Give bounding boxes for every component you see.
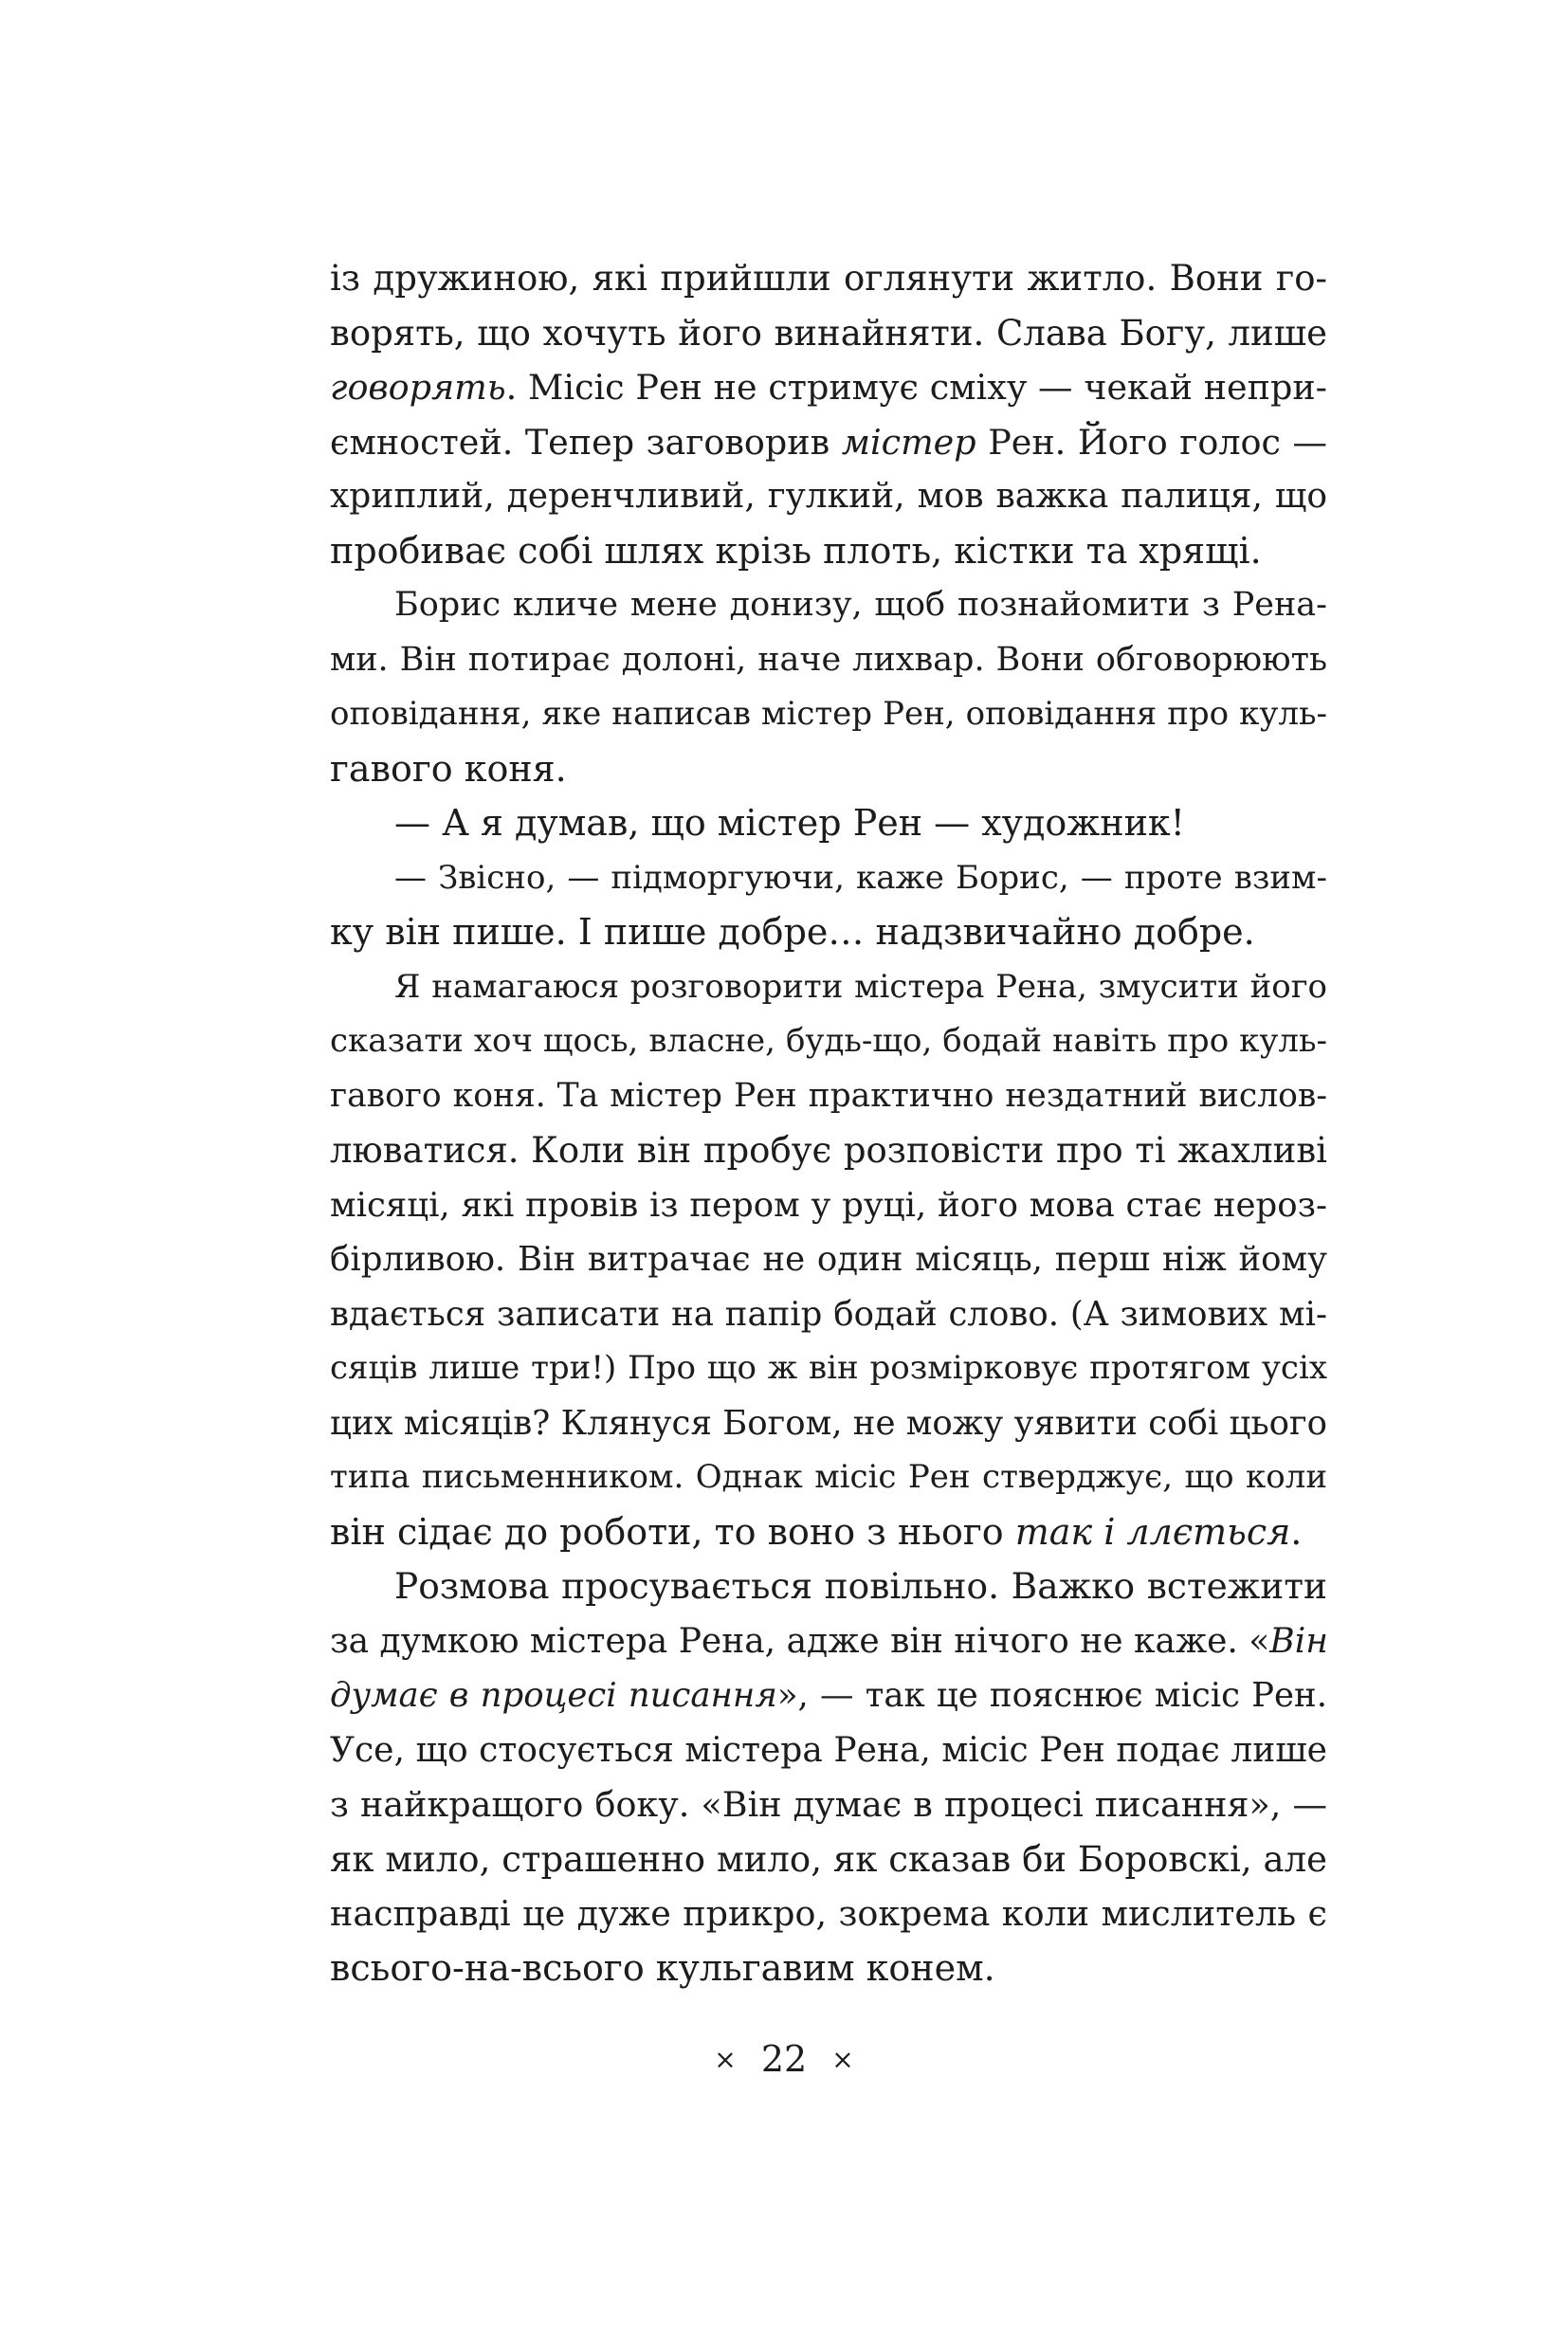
italic-text: Він: [1269, 1621, 1328, 1661]
text-segment: гавого коня.: [330, 747, 567, 790]
italic-text: містер: [841, 421, 976, 463]
italic-text: думає в процесі писання: [330, 1676, 777, 1715]
text-segment: хриплий, деренчливий, гулкий, мов важка палиця, що: [330, 477, 1327, 516]
text-segment: типа письменником. Однак місіс Рен стверджує, що коли: [330, 1458, 1327, 1496]
text-segment: », — так це пояснює місіс Рен.: [776, 1676, 1327, 1715]
text-segment: Усе, що стосується містера Рена, місіс Рен подає лише: [330, 1730, 1327, 1770]
text-segment: люватися. Коли він пробує розповісти про ті жахливі: [330, 1130, 1327, 1171]
text-segment: з найкращого боку. «Він думає в процесі писання», —: [330, 1784, 1327, 1825]
text-line: [330, 1941, 1327, 1996]
text-line: [330, 1559, 1327, 1614]
text-segment: вдається записати на папір бодай слово. (А зимових мі-: [330, 1294, 1327, 1334]
text-line: [330, 960, 1327, 1015]
text-segment: оповідання, яке написав містер Рен, оповідання про куль-: [330, 695, 1327, 733]
text-segment: ворять, що хочуть його винайняти. Слава Богу, лише: [330, 312, 1327, 354]
italic-text: говорять: [330, 367, 506, 408]
text-segment: — А я думав, що містер Рен — художник!: [394, 802, 1185, 844]
text-line: [330, 415, 1327, 470]
text-line: [330, 1396, 1327, 1451]
text-line: [330, 851, 1327, 906]
text-segment: сяців лише три!) Про що ж він розмірковує протягом усіх: [330, 1349, 1327, 1387]
text-segment: із дружиною, які прийшли оглянути житло. Вони го-: [330, 258, 1327, 299]
text-line: [330, 306, 1327, 361]
text-segment: ку він пише. І пише добре… надзвичайно добре.: [330, 911, 1255, 953]
text-segment: місяці, які провів із пером у руці, його мова стає нероз-: [330, 1185, 1327, 1225]
text-line: [330, 251, 1327, 306]
text-line: [330, 1069, 1327, 1124]
text-line: [330, 1450, 1327, 1505]
page-footer: [0, 2038, 1568, 2080]
text-segment: цих місяців? Клянуся Богом, не можу уявити собі цього: [330, 1403, 1327, 1443]
text-line: [330, 1014, 1327, 1069]
text-line: [330, 578, 1327, 633]
text-line: [330, 1668, 1327, 1723]
text-line: [330, 360, 1327, 415]
text-segment: сказати хоч щось, власне, будь-що, бодай навіть про куль-: [330, 1022, 1327, 1060]
text-segment: . Місіс Рен не стримує сміху — чекай непри-: [505, 367, 1327, 408]
text-line: [330, 1777, 1327, 1832]
footer-ornament-left: ×: [714, 2044, 737, 2075]
text-line: [330, 469, 1327, 524]
body-text: [330, 251, 1327, 1995]
text-segment: пробиває собі шлях крізь плоть, кістки та хрящі.: [330, 529, 1262, 572]
footer-ornament-right: ×: [831, 2044, 854, 2075]
text-line: [330, 1341, 1327, 1396]
text-segment: бірливою. Він витрачає не один місяць, перш ніж йому: [330, 1240, 1327, 1279]
text-segment: гавого коня. Та містер Рен практично нездатний вислов-: [330, 1076, 1327, 1115]
text-segment: Я намагаюся розговорити містера Рена, змусити його: [394, 967, 1327, 1006]
text-segment: ми. Він потирає долоні, наче лихвар. Вони обговорюють: [330, 640, 1327, 679]
text-line: [330, 1178, 1327, 1233]
text-segment: — Звісно, — підморгуючи, каже Борис, — проте взим-: [394, 858, 1327, 897]
text-line: [330, 905, 1327, 960]
text-line: [330, 796, 1327, 851]
text-line: [330, 1723, 1327, 1778]
text-line: [330, 524, 1327, 579]
text-line: [330, 1832, 1327, 1887]
italic-text: так і ллється: [1014, 1510, 1291, 1553]
text-segment: за думкою містера Рена, адже він нічого не каже. «: [330, 1621, 1270, 1661]
text-segment: Розмова просувається повільно. Важко встежити: [394, 1565, 1327, 1607]
text-segment: Рен. Його голос —: [975, 421, 1327, 463]
text-segment: насправді це дуже прикро, зокрема коли мислитель є: [330, 1893, 1327, 1934]
text-line: [330, 687, 1327, 742]
text-segment: .: [1290, 1510, 1303, 1553]
text-segment: як мило, страшенно мило, як сказав би Боровскі, але: [330, 1838, 1327, 1880]
text-segment: Борис кличе мене донизу, щоб познайомити з Рена-: [394, 586, 1327, 624]
text-line: [330, 1287, 1327, 1342]
text-line: [330, 1123, 1327, 1178]
text-line: [330, 1614, 1327, 1669]
page-number: 22: [760, 2038, 808, 2080]
text-line: [330, 1232, 1327, 1287]
text-line: [330, 1886, 1327, 1941]
text-segment: він сідає до роботи, то воно з нього: [330, 1510, 1015, 1553]
text-line: [330, 1505, 1327, 1560]
text-line: [330, 633, 1327, 688]
text-line: [330, 742, 1327, 797]
text-segment: ємностей. Тепер заговорив: [330, 421, 842, 463]
text-segment: всього-на-всього кульгавим конем.: [330, 1946, 995, 1989]
